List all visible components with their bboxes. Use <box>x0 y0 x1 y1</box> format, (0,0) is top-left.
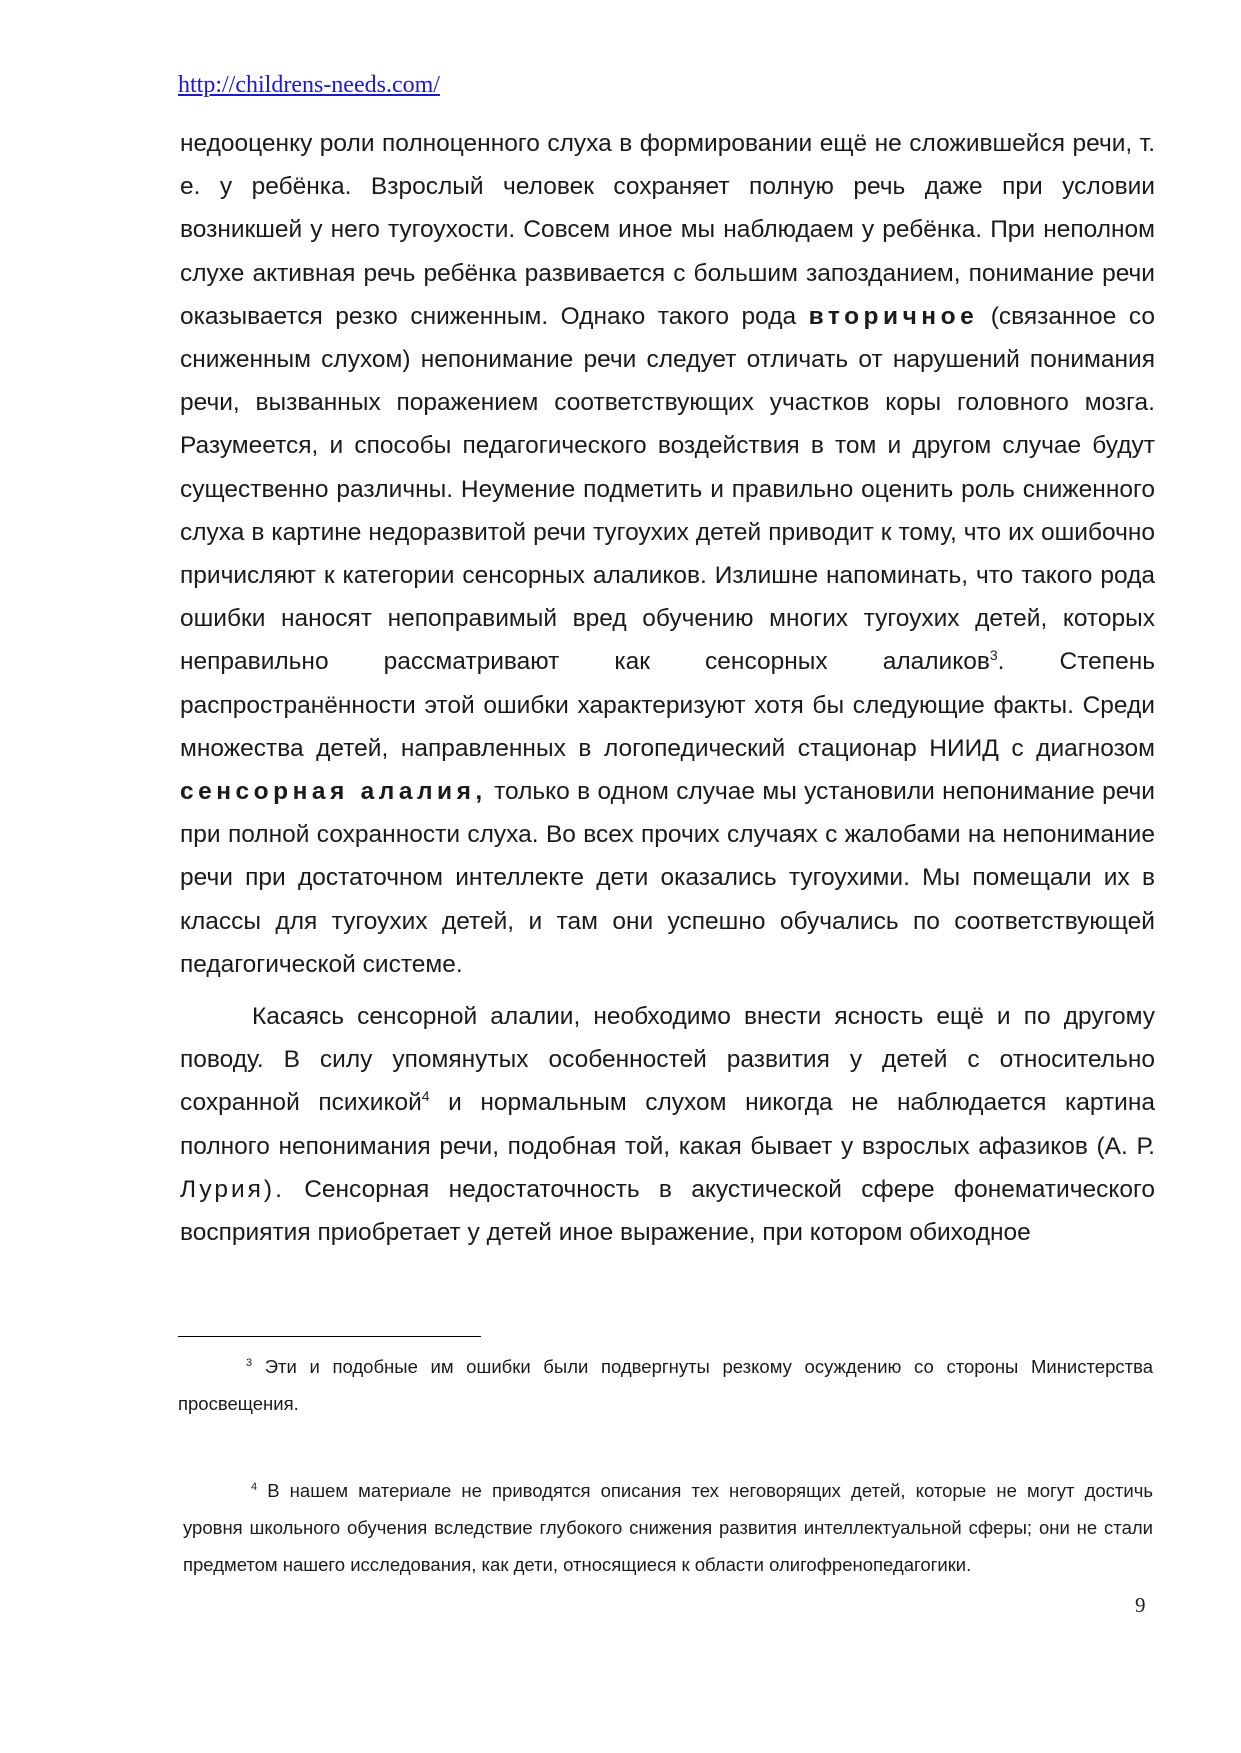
page-number: 9 <box>1135 1593 1146 1617</box>
footnote-separator <box>178 1336 481 1337</box>
paragraph-1-text-3: . Степень распространённости этой ошибки характеризуют хотя бы следующие факты. Среди множества детей, направленных в логопедический стационар НИИД с диагнозом <box>180 648 1155 762</box>
paragraph-2-text-2: и нормальным слухом никогда не наблюдается картина полного непонимания речи, подобная той, какая бывает у взрослых афазиков (А. Р. <box>180 1089 1155 1160</box>
paragraph-1-text-4: только в одном случае мы установили непонимание речи при полной сохранности слуха. Во всех прочих случаях с жалобами на непонимание речи при достаточном интеллекте дети оказались тугоухими. Мы помещали их в классы для тугоухих детей, и там они успешно обучались по соответствующей педагогической системе. <box>180 778 1155 978</box>
emphasis-secondary: вторичное <box>808 302 979 330</box>
paragraph-2 <box>180 995 1155 1254</box>
footnote-3-text: Эти и подобные им ошибки были подвергнуты резкому осуждению со стороны Министерства просвещения. <box>178 1356 1153 1414</box>
paragraph-1 <box>180 122 1155 986</box>
main-text <box>180 122 1155 1254</box>
footnote-4 <box>183 1472 1153 1583</box>
footnote-3-number: 3 <box>246 1356 253 1369</box>
paragraph-2-text-3: Сенсорная недостаточность в акустической сфере фонематического восприятия приобретает у детей иное выражение, при котором обиходное <box>180 1175 1155 1247</box>
footnote-3 <box>178 1348 1153 1422</box>
footnote-ref-4[interactable]: 4 <box>421 1088 430 1105</box>
footnote-4-text: В нашем материале не приводятся описания тех неговорящих детей, которые не могут достичь уровня школьного обучения вследствие глубокого снижения развития интеллектуальной сферы; они не стали предметом нашего исследования, как дети, относящиеся к области олигофренопедагогики. <box>183 1480 1153 1575</box>
footnote-4-number: 4 <box>251 1480 258 1493</box>
header-url-link[interactable]: http://childrens-needs.com/ <box>178 72 440 98</box>
paragraph-2-text-1: Касаясь сенсорной алалии, необходимо внести ясность ещё и по другому поводу. В силу упомянутых особенностей развития у детей с относительно сохранной психикой <box>180 1003 1155 1117</box>
paragraph-1-text-2: (связанное со сниженным слухом) непонимание речи следует отличать от нарушений понимания речи, вызванных поражением соответствующих участков коры головного мозга. Разумеется, и способы педагогического воздействия в том и другом случае будут существенно различны. Неумение подметить и правильно оценить роль сниженного слуха в картине недоразвитой речи тугоухих детей приводит к тому, что их ошибочно причисляют к категории сенсорных алаликов. Излишне напоминать, что такого рода ошибки наносят непоправимый вред обучению многих тугоухих детей, которых неправильно рассматривают как сенсорных алаликов <box>180 302 1155 676</box>
emphasis-sensory-alalia: сенсорная алалия, <box>180 778 487 806</box>
footnote-ref-3[interactable]: 3 <box>989 647 998 664</box>
emphasis-luria: Лурия). <box>180 1175 285 1203</box>
paragraph-1-text-1: недооценку роли полноценного слуха в формировании ещё не сложившейся речи, т. е. у ребёнка. Взрослый человек сохраняет полную речь даже при условии возникшей у него тугоухости. Совсем иное мы наблюдаем у ребёнка. При неполном слухе активная речь ребёнка развивается с большим запозданием, понимание речи оказывается резко сниженным. Однако такого рода <box>180 130 1155 330</box>
